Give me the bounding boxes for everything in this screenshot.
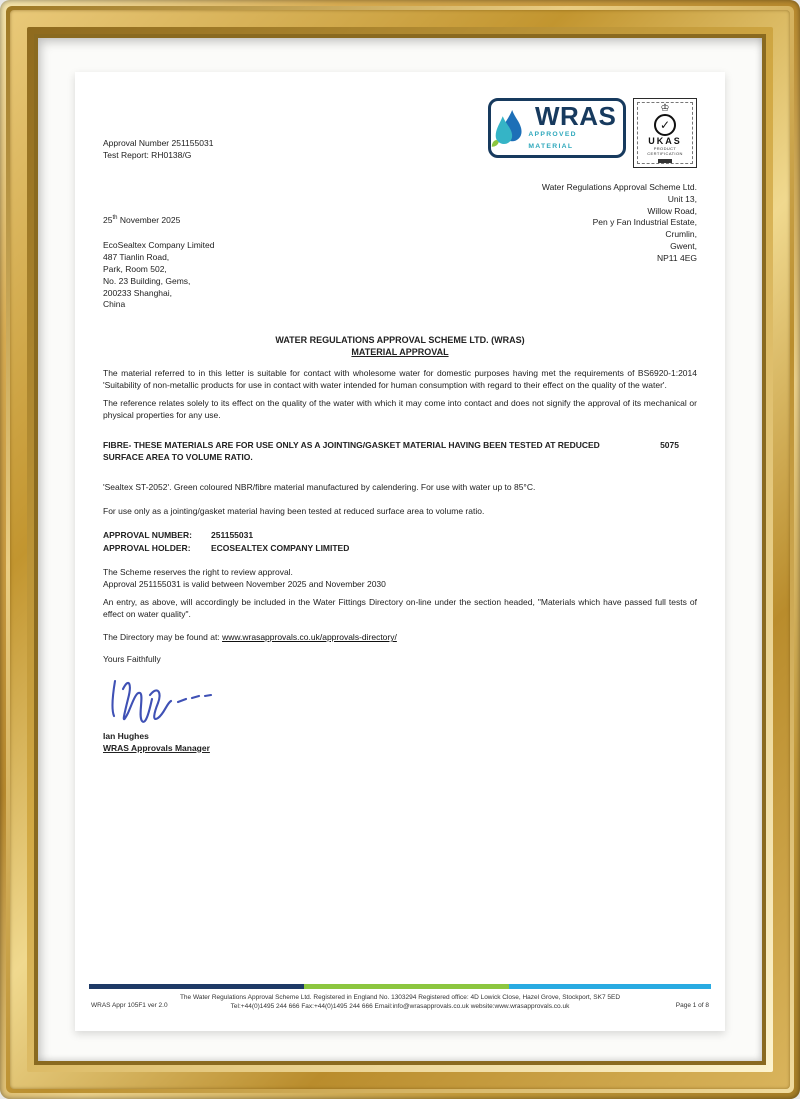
sender-address-line: Water Regulations Approval Scheme Ltd. — [541, 182, 697, 192]
directory-entry-paragraph: An entry, as above, will accordingly be included in the Water Fittings Directory on-line under the section headed, "Materials which have passed full tests of effect on water quality". — [103, 597, 697, 619]
paragraph-reference-scope: The reference relates solely to its effect on the quality of the water with which it may come into contact and does not signify the approval of its mechanical or physical properties for any use. — [103, 398, 697, 420]
sender-address — [542, 182, 697, 265]
closing-salutation: Yours Faithfully — [103, 653, 161, 664]
ukas-wordmark: UKAS — [648, 135, 682, 146]
recipient-address-line: Park, Room 502, — [103, 263, 167, 274]
letter-title — [103, 334, 697, 358]
ukas-number-mark — [658, 159, 672, 163]
wras-approved-material-logo — [488, 98, 626, 158]
directory-link-prefix: The Directory may be found at: — [103, 632, 223, 643]
checkmark-circle-icon: ✓ — [654, 114, 676, 136]
recipient-address-line: 200233 Shanghai, — [103, 287, 173, 298]
sender-address-line: Crumlin, — [665, 229, 697, 240]
approval-holder-label: APPROVAL HOLDER: — [103, 543, 191, 554]
material-description: 'Sealtex ST-2052'. Green coloured NBR/fibre material manufactured by calendering. For use with water up to 85°C. — [103, 482, 536, 493]
recipient-address-line: China — [103, 299, 126, 310]
footer-color-bar — [89, 984, 711, 989]
frame-mat — [38, 38, 762, 1061]
recipient-address-line: EcoSealtex Company Limited — [103, 240, 215, 251]
directory-url-link: www.wrasapprovals.co.uk/approvals-directory/ — [222, 632, 397, 643]
review-line2: Approval 251155031 is valid between November 2025 and November 2030 — [103, 578, 386, 589]
recipient-address-line: No. 23 Building, Gems, — [103, 275, 191, 286]
letter-content — [75, 72, 725, 1031]
handwritten-signature — [103, 671, 233, 729]
footer-document-reference: WRAS Appr 105F1 ver 2.0 — [91, 1001, 168, 1009]
approval-number-label: APPROVAL NUMBER: — [103, 530, 192, 541]
footer-bar-green-segment — [304, 984, 509, 989]
review-block — [103, 567, 697, 590]
footer-company-info — [89, 993, 711, 1011]
approval-holder-value: ECOSEALTEX COMPANY LIMITED — [211, 543, 350, 554]
title-line2: MATERIAL APPROVAL — [351, 347, 449, 358]
sender-address-line: Gwent, — [670, 240, 697, 251]
wras-logo-text — [528, 101, 623, 152]
use-note: For use only as a jointing/gasket material having been tested at reduced surface area to volume ratio. — [103, 505, 485, 516]
ukas-subtitle-line1: PRODUCT — [653, 145, 677, 151]
signatory-name: Ian Hughes — [103, 731, 149, 742]
signatory-job-title: WRAS Approvals Manager — [103, 742, 210, 753]
letter-date: 25th November 2025 — [103, 214, 181, 225]
approval-details-block — [103, 529, 697, 555]
approval-number-value: 251155031 — [211, 530, 254, 541]
ukas-stamp-inner — [637, 102, 693, 164]
approval-holder-row — [103, 542, 697, 555]
ukas-certification-stamp — [633, 98, 697, 168]
approved-material-tagline: APPROVED MATERIAL — [528, 131, 577, 150]
test-report-ref: Test Report: RH0138/G — [103, 149, 192, 160]
sender-address-line: Pen y Fan Industrial Estate, — [592, 217, 697, 228]
footer-meta — [89, 993, 711, 1011]
directory-link-line — [103, 632, 697, 644]
footer-registration-line: The Water Regulations Approval Scheme Ltd. Registered in England No. 1303294 Registered office: 4D Lowick Close, Hazel Grove, Stockport, SK7 5ED — [179, 994, 621, 1001]
crown-icon: ♔ — [660, 102, 670, 114]
approval-number-ref: Approval Number 251155031 — [103, 138, 214, 148]
sender-address-line: Unit 13, — [667, 193, 697, 204]
signature-block — [103, 671, 697, 729]
sender-address-line: Willow Road, — [647, 205, 697, 216]
footer-bar-navy-segment — [89, 984, 304, 989]
footer-contact-line: Tel:+44(0)1495 244 666 Fax:+44(0)1495 244 666 Email:info@wrasapprovals.co.uk website:www.wrasapprovals.co.uk — [230, 1003, 570, 1010]
ukas-subtitle-line2: CERTIFICATION — [647, 151, 683, 156]
footer-page-number: Page 1 of 8 — [675, 1001, 709, 1009]
letter-footer — [89, 984, 711, 1011]
recipient-address-line: 487 Tianlin Road, — [103, 252, 170, 263]
fibre-statement: FIBRE- THESE MATERIALS ARE FOR USE ONLY AS A JOINTING/GASKET MATERIAL HAVING BEEN TESTED AT REDUCED SURFACE AREA TO VOLUME RATIO. — [103, 440, 600, 462]
sender-address-line: NP11 4EG — [656, 252, 697, 263]
logo-row — [488, 98, 697, 168]
review-line1: The Scheme reserves the right to review approval. — [103, 567, 293, 578]
title-line1: WATER REGULATIONS APPROVAL SCHEME LTD. (WRAS) — [275, 335, 525, 346]
letter-page — [75, 72, 725, 1031]
paragraph-material-suitability: The material referred to in this letter is suitable for contact with wholesome water for domestic purposes having met the requirements of BS6920-1:2014 'Suitability of non-metallic products for use in contact with water intended for human consumption with regard to their effect on the quality of the water'. — [103, 368, 697, 390]
fibre-statement-block — [103, 440, 697, 463]
wras-wordmark: WRAS — [534, 101, 617, 131]
fibre-code: 5075 — [660, 440, 679, 451]
approval-number-row — [103, 529, 697, 542]
footer-bar-blue-segment — [509, 984, 711, 989]
water-drop-icon — [491, 107, 522, 149]
